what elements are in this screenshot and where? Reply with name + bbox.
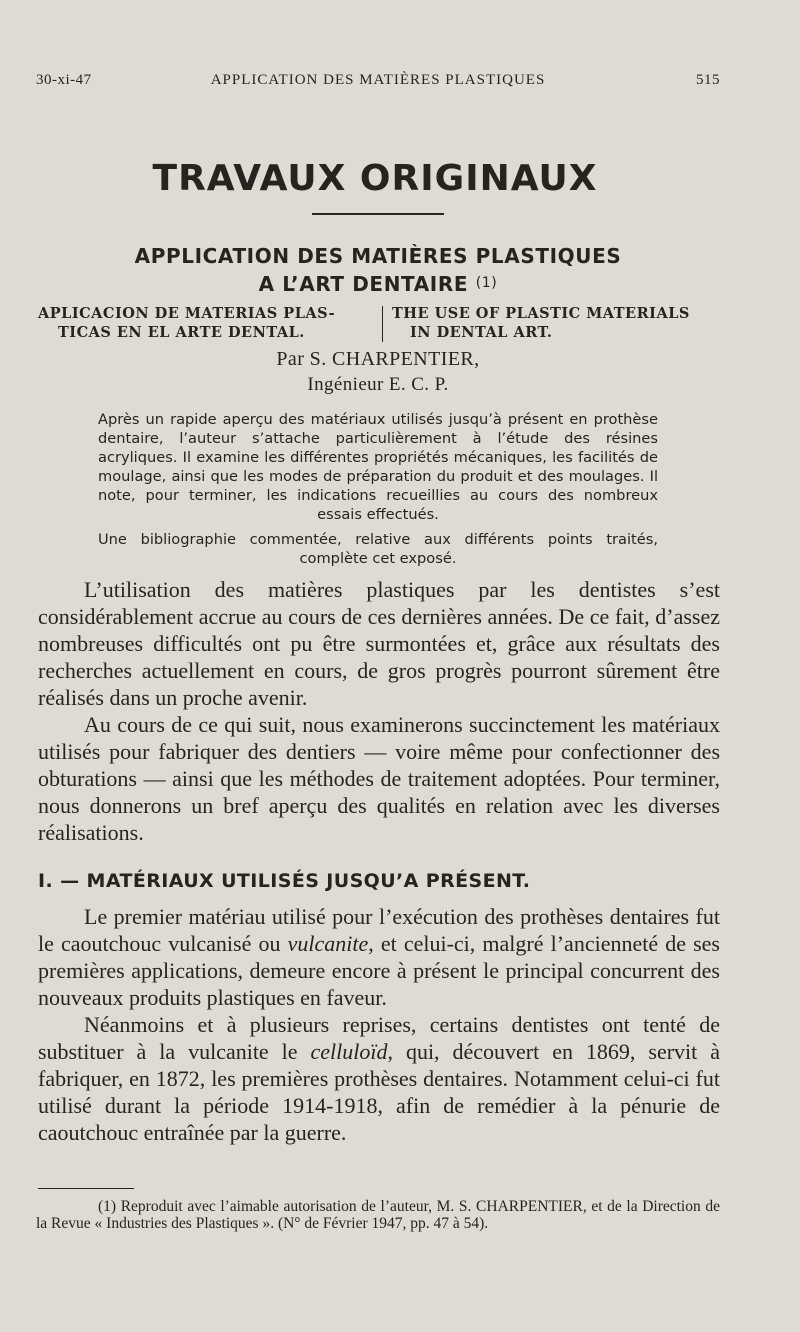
title-divider [382,306,383,342]
body-paragraph-4-term: celluloïd [310,1039,388,1064]
author-title: Ingénieur E. C. P. [307,374,449,395]
footnote-rule [38,1188,134,1189]
footnote-text: (1) Reproduit avec l’aimable autorisation de l’auteur, M. S. CHARPENTIER, et de la Direction de la Revue « Industries des Plastiques ». (N° de Février 1947, pp. 47 à 54). [36,1198,720,1232]
article-title-line-2-text: A L’ART DENTAIRE [258,272,469,296]
title-rule [312,213,444,215]
article-title-line-2 [0,272,756,296]
footnote [36,1198,720,1232]
abstract-paragraph-1: Après un rapide aperçu des matériaux utilisés jusqu’à présent en prothèse dentaire, l’auteur s’attache particulièrement à l’étude des résines acryliques. Il examine les différentes propriétés mécaniques, les facilités de moulage, ainsi que les modes de préparation du produit et des moulages. Il note, pour terminer, les indications recueillies au cours des nombreux essais effectués. [98,411,658,523]
running-title: APPLICATION DES MATIÈRES PLASTIQUES [210,72,546,88]
english-title-line-2: IN DENTAL ART. [410,324,553,341]
spanish-title-line-1: APLICACION DE MATERIAS PLAS- [38,305,336,322]
body-paragraph-3-term: vulcanite [287,931,369,956]
body-paragraph-3-end: , et celui-ci, malgré l’ancienneté de ses premières applications, demeure encore à présent le principal concurrent des nouveaux produits plastiques en faveur. [38,931,720,1010]
abstract-paragraph-2: Une bibliographie commentée, relative aux différents points traités, complète cet exposé. [98,531,658,567]
page-number: 515 [696,72,720,88]
section-title: TRAVAUX ORIGINAUX [152,158,598,199]
body-paragraph-4-end: , qui, découvert en 1869, servit à fabriquer, en 1872, les premières prothèses dentaires. Notamment celui-ci fut utilisé durant la période 1914-1918, afin de remédier à la pénurie de caoutchouc entraînée par la guerre. [38,1039,720,1145]
english-title [392,304,732,342]
running-header [36,72,720,94]
author-name: Par S. CHARPENTIER, [276,348,480,370]
abstract [98,410,658,568]
section-heading: I. — MATÉRIAUX UTILISÉS JUSQU’A PRÉSENT. [38,870,531,892]
body-paragraph-2: Au cours de ce qui suit, nous examinerons succinctement les matériaux utilisés pour fabriquer des dentiers — voire même pour confectionner des obturations — ainsi que les méthodes de traitement adoptées. Pour terminer, nous donnerons un bref aperçu des qualités en relation avec les diverses réalisations. [38,712,720,845]
body-paragraph-3-start: Le premier matériau utilisé pour l’exécution des prothèses dentaires fut le caoutchouc vulcanisé ou [38,904,720,956]
english-title-line-1: THE USE OF PLASTIC MATERIALS [392,305,690,322]
body-section-1 [38,903,720,1146]
issue-date: 30-xi-47 [36,72,92,88]
spanish-title [38,304,368,342]
footnote-reference: (1) [475,275,498,291]
spanish-title-line-2: TICAS EN EL ARTE DENTAL. [58,324,305,341]
article-title-line-1: APPLICATION DES MATIÈRES PLASTIQUES [134,244,622,268]
body-paragraph-1: L’utilisation des matières plastiques par les dentistes s’est considérablement accrue au cours de ces dernières années. De ce fait, d’assez nombreuses difficultés ont pu être surmontées et, grâce aux résultats des recherches actuellement en cours, de gros progrès pourront sûrement être réalisés dans un proche avenir. [38,577,720,710]
body-paragraph-4 [38,1011,720,1146]
body-intro [38,576,720,846]
body-paragraph-4-start: Néanmoins et à plusieurs reprises, certains dentistes ont tenté de substituer à la vulcanite le [38,1012,720,1064]
body-paragraph-3 [38,903,720,1011]
